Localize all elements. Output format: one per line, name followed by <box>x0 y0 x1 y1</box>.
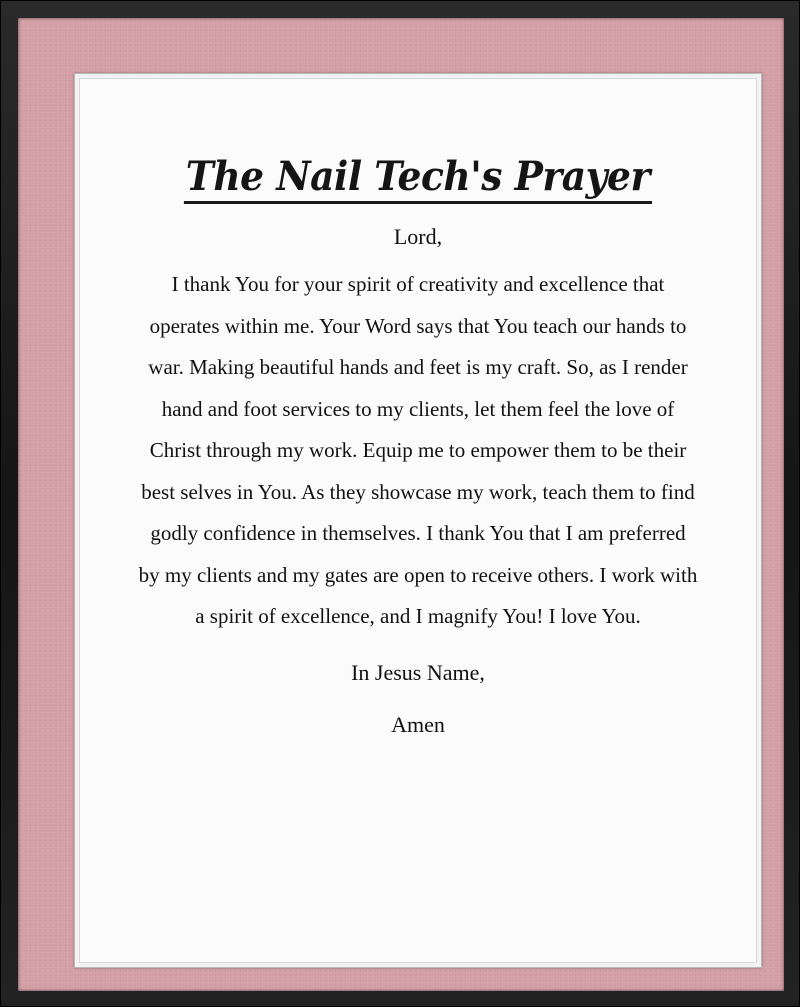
salutation: Lord, <box>393 224 443 249</box>
closing-line: In Jesus Name, <box>351 659 485 685</box>
prayer-body: I thank You for your spirit of creativity and excellence that operates within me. Your Word says that You teach our hands to war. Making beautiful hands and feet is my craft. So, as I render hand and foot services to my clients, let them feel the love of Christ through my work. Equip me to empower them to be their best selves in You. As they showcase my work, teach them to find godly confidence in themselves. I thank You that I am preferred by my clients and my gates are open to receive others. I work with a spirit of excellence, and I magnify You! I love You. <box>138 272 698 628</box>
prayer-title: The Nail Tech's Prayer <box>184 155 652 204</box>
pink-mat <box>18 18 784 991</box>
prayer-content <box>80 155 756 740</box>
paper-border <box>74 73 762 968</box>
prayer-paper <box>79 78 757 963</box>
amen-line: Amen <box>391 711 445 737</box>
